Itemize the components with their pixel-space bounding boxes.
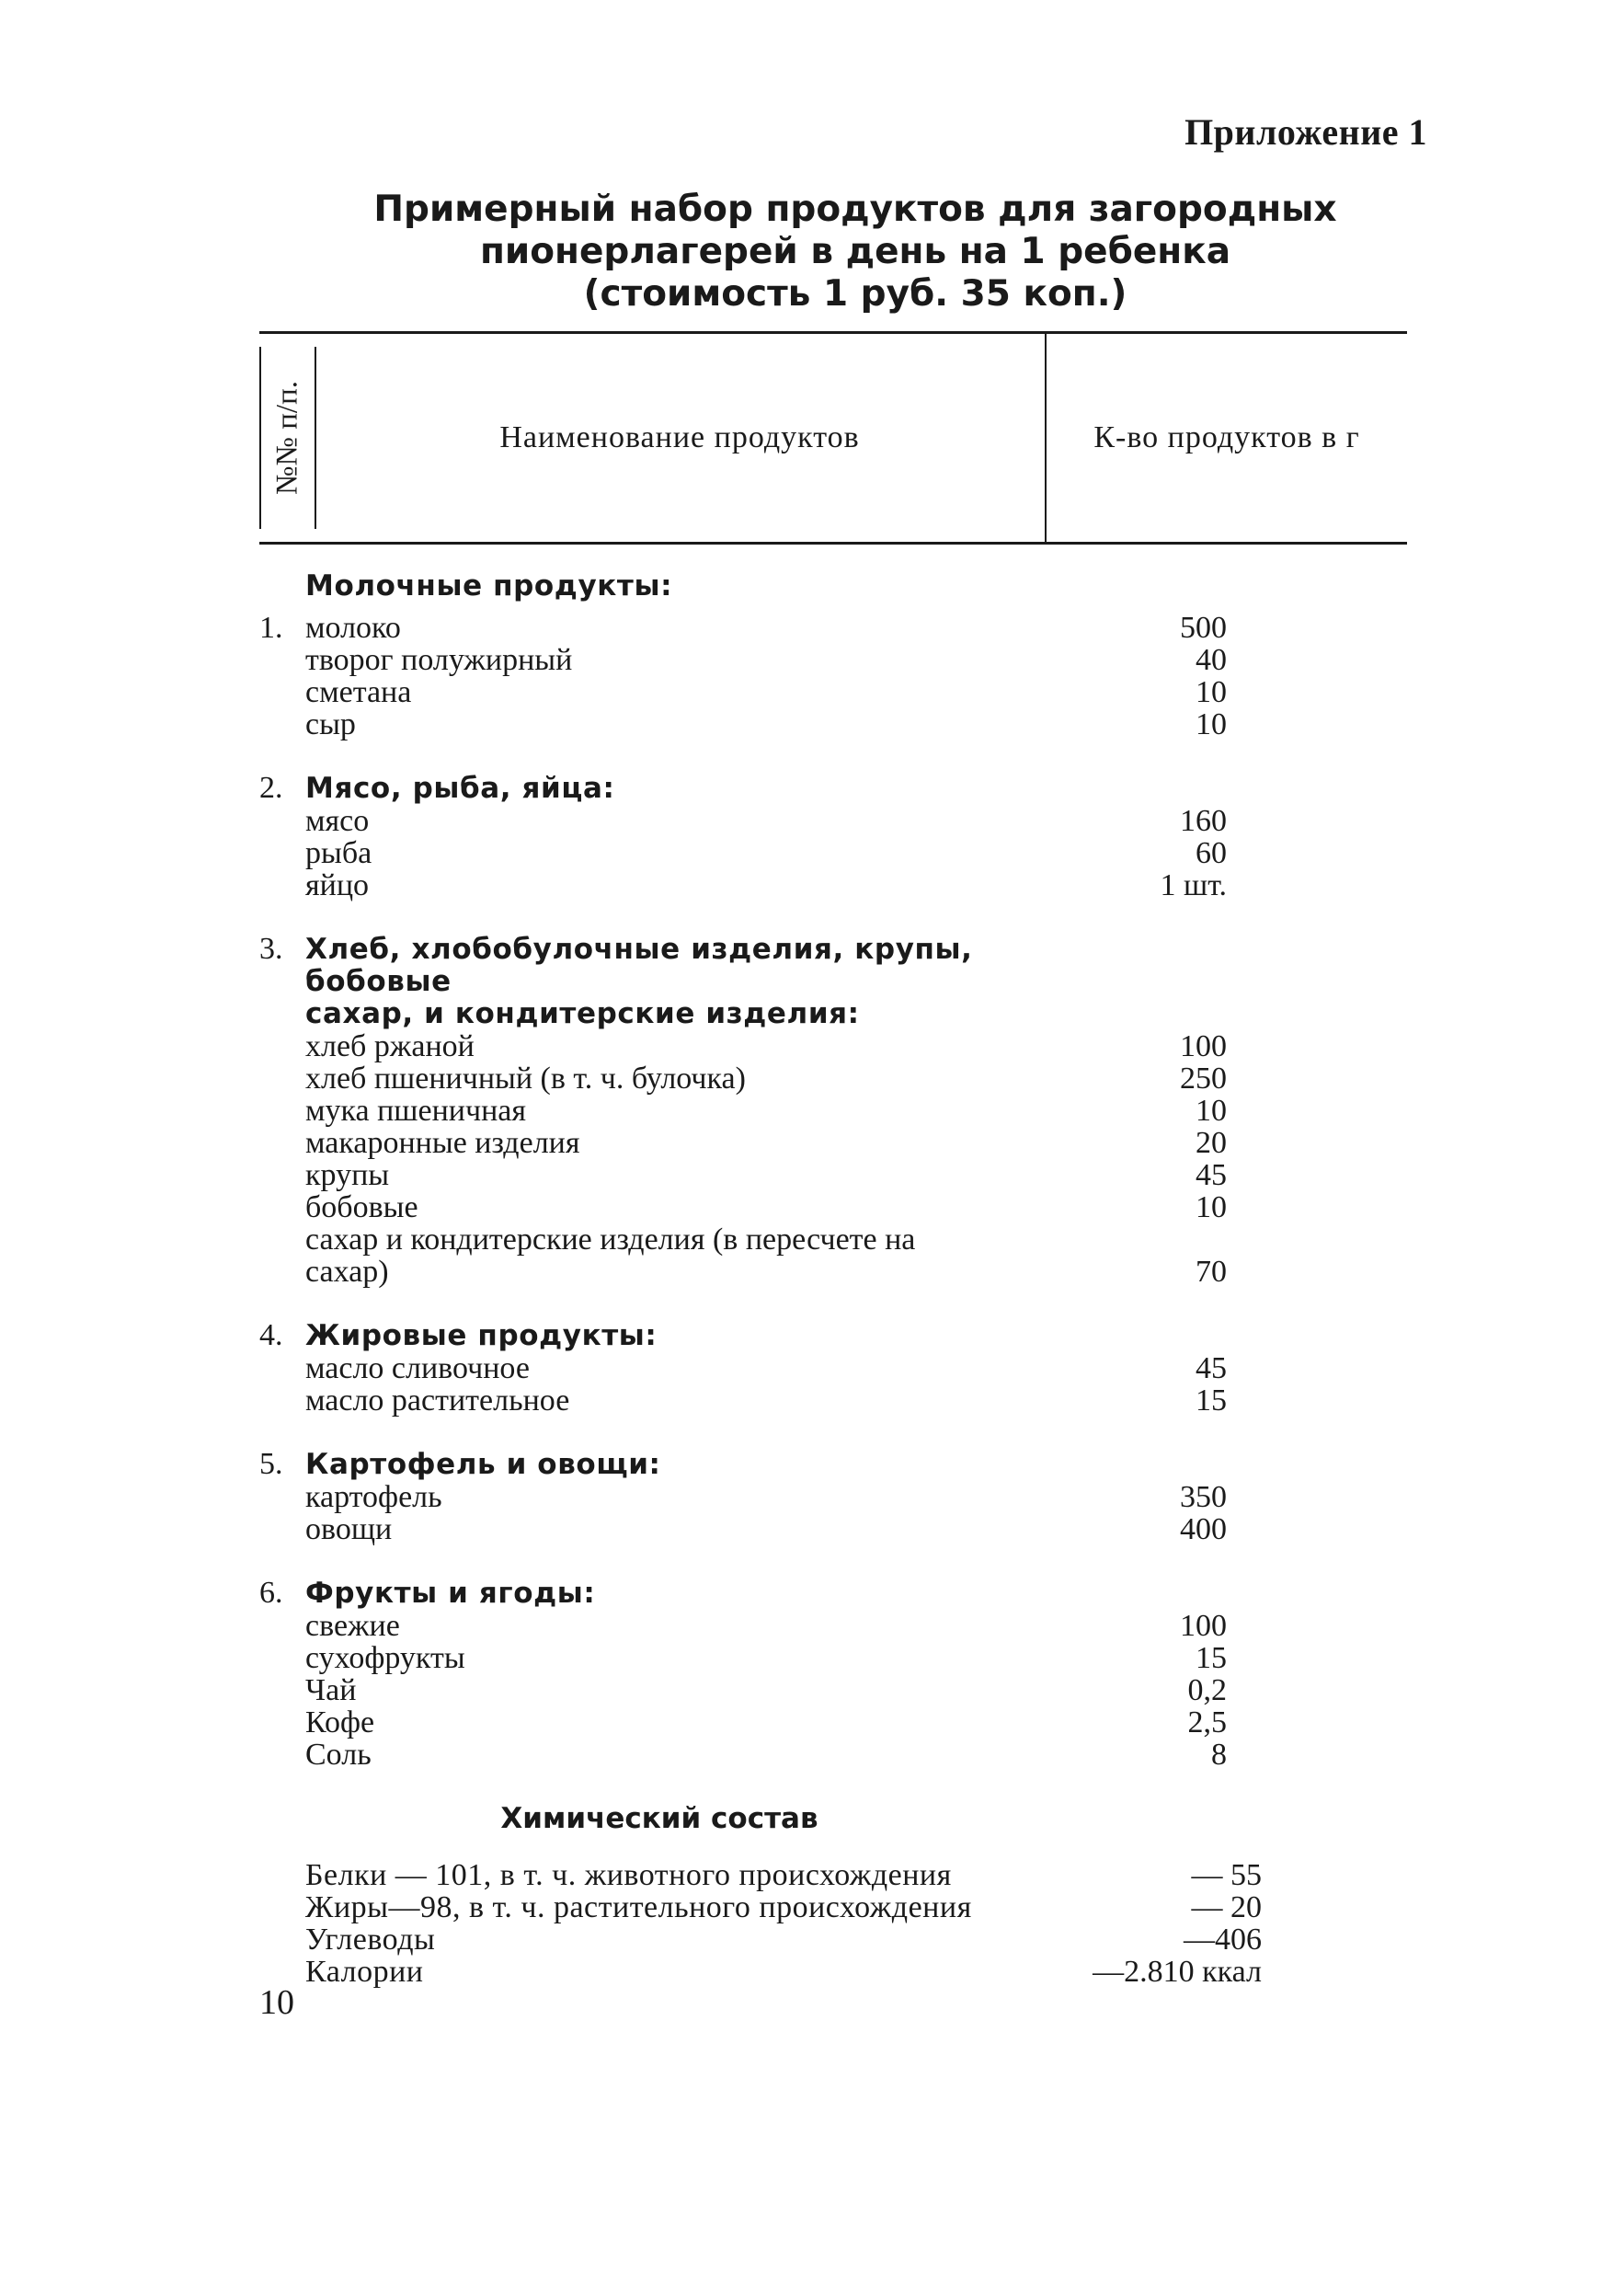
product-row [259, 1352, 1407, 1384]
row-name: Углеводы [305, 1923, 436, 1957]
row-name: мука пшеничная [305, 1094, 526, 1128]
row-value: — 55 [1191, 1858, 1262, 1892]
product-row [259, 1739, 1407, 1771]
product-row [259, 1159, 1407, 1191]
chemical-row [259, 1923, 1407, 1956]
row-name: сметана [305, 675, 412, 709]
product-group [259, 1577, 1407, 1771]
header-qty-cell [1047, 334, 1407, 542]
row-name: крупы [305, 1158, 390, 1192]
row-name: творог полужирный [305, 643, 573, 677]
row-name: рыба [305, 836, 372, 870]
group-heading [259, 1577, 1407, 1610]
product-row [259, 1610, 1407, 1642]
row-value: 45 [1196, 1158, 1227, 1192]
row-number: 4. [259, 1318, 283, 1352]
title-line-1: Примерный набор продуктов для загородных [373, 189, 1337, 230]
row-value: 1 шт. [1160, 868, 1227, 902]
product-group [259, 612, 1407, 740]
group-heading [259, 772, 1407, 805]
product-row [259, 708, 1407, 740]
table-body [259, 570, 1407, 1988]
header-name-label: Наименование продуктов [499, 420, 860, 454]
product-row [259, 1513, 1407, 1545]
product-row [259, 612, 1407, 644]
product-row [259, 1223, 1407, 1256]
chemical-composition [259, 1859, 1407, 1988]
chemical-row [259, 1956, 1407, 1988]
row-name: бобовые [305, 1190, 418, 1224]
row-name: Молочные продукты: [305, 569, 673, 603]
row-value: 15 [1196, 1383, 1227, 1418]
row-value: 10 [1196, 675, 1227, 709]
row-value: — 20 [1191, 1890, 1262, 1924]
product-row [259, 1384, 1407, 1417]
row-name: свежие [305, 1609, 400, 1643]
product-row [259, 805, 1407, 837]
row-name: хлеб ржаной [305, 1029, 475, 1063]
title-line-3: (стоимость 1 руб. 35 коп.) [583, 273, 1127, 315]
row-name: овощи [305, 1512, 393, 1546]
group-heading [259, 998, 1407, 1030]
row-name: макаронные изделия [305, 1126, 580, 1160]
row-name: Мясо, рыба, яйца: [305, 772, 615, 805]
row-number: 2. [259, 771, 283, 805]
product-row [259, 1095, 1407, 1127]
product-row [259, 837, 1407, 869]
product-row [259, 1256, 1407, 1288]
row-name: сахар и кондитерские изделия (в пересчете на [305, 1223, 916, 1257]
product-group [259, 1319, 1407, 1417]
row-value: 0,2 [1187, 1673, 1227, 1707]
table-header [259, 331, 1407, 545]
row-value: 8 [1211, 1738, 1227, 1772]
row-number: 1. [259, 611, 283, 645]
row-value: 100 [1180, 1029, 1227, 1063]
title-line-2: пионерлагерей в день на 1 ребенка [479, 231, 1231, 272]
row-name: Фрукты и ягоды: [305, 1577, 596, 1610]
row-value: —2.810 ккал [1093, 1955, 1262, 1989]
appendix-label: Приложение 1 [1184, 111, 1427, 153]
row-value: 250 [1180, 1062, 1227, 1096]
chemical-title: Химический состав [500, 1802, 818, 1835]
row-name: сахар) [305, 1255, 389, 1289]
row-name: яйцо [305, 868, 370, 902]
chemical-row [259, 1859, 1407, 1891]
chemical-row [259, 1891, 1407, 1923]
row-name: хлеб пшеничный (в т. ч. булочка) [305, 1062, 746, 1096]
product-row [259, 644, 1407, 676]
product-row [259, 1191, 1407, 1223]
row-value: 10 [1196, 1190, 1227, 1224]
page-title [349, 189, 1361, 316]
row-name: сыр [305, 707, 356, 741]
product-group [259, 772, 1407, 901]
row-name: Соль [305, 1738, 372, 1772]
row-number: 3. [259, 932, 283, 966]
row-name: сахар, и кондитерские изделия: [305, 997, 860, 1030]
product-group [259, 1448, 1407, 1545]
group-heading [259, 1448, 1407, 1481]
header-qty-label: К-во продуктов в г [1093, 420, 1360, 454]
row-value: 40 [1196, 643, 1227, 677]
product-row [259, 1481, 1407, 1513]
product-row [259, 676, 1407, 708]
product-row [259, 1062, 1407, 1095]
row-name: Картофель и овощи: [305, 1448, 661, 1481]
row-name: Кофе [305, 1705, 375, 1739]
group-heading [259, 933, 1407, 998]
group-heading [259, 570, 1407, 603]
row-name: масло сливочное [305, 1351, 530, 1385]
page-number: 10 [259, 1983, 294, 2022]
row-value: 10 [1196, 707, 1227, 741]
row-name: Калории [305, 1955, 424, 1989]
row-value: 500 [1180, 611, 1227, 645]
row-value: 400 [1180, 1512, 1227, 1546]
row-name: Жиры—98, в т. ч. растительного происхождения [305, 1890, 972, 1924]
row-name: сухофрукты [305, 1641, 465, 1675]
row-value: 2,5 [1187, 1705, 1227, 1739]
row-value: 70 [1196, 1255, 1227, 1289]
row-name: мясо [305, 804, 370, 838]
header-number-label: №№ п/п. [270, 381, 304, 495]
row-value: 100 [1180, 1609, 1227, 1643]
row-value: 15 [1196, 1641, 1227, 1675]
row-value: 350 [1180, 1480, 1227, 1514]
row-value: 160 [1180, 804, 1227, 838]
header-name-cell [315, 334, 1047, 542]
product-row [259, 1642, 1407, 1674]
product-row [259, 1127, 1407, 1159]
row-value: —406 [1184, 1923, 1262, 1957]
row-number: 6. [259, 1576, 283, 1610]
row-value: 45 [1196, 1351, 1227, 1385]
row-name: Чай [305, 1673, 357, 1707]
row-value: 10 [1196, 1094, 1227, 1128]
product-group [259, 933, 1407, 1288]
product-row [259, 1706, 1407, 1739]
row-number: 5. [259, 1447, 283, 1481]
group-heading [259, 1319, 1407, 1352]
row-name: Белки — 101, в т. ч. животного происхождения [305, 1858, 952, 1892]
row-name: молоко [305, 611, 401, 645]
row-value: 20 [1196, 1126, 1227, 1160]
product-groups [259, 570, 1407, 1771]
product-group [259, 570, 1407, 603]
product-row [259, 1030, 1407, 1062]
product-row [259, 1674, 1407, 1706]
row-name: Жировые продукты: [305, 1319, 658, 1352]
row-name: картофель [305, 1480, 442, 1514]
row-value: 60 [1196, 836, 1227, 870]
header-number-cell [259, 347, 316, 529]
product-row [259, 869, 1407, 901]
row-name: масло растительное [305, 1383, 570, 1418]
row-name: Хлеб, хлобобулочные изделия, крупы, бобовые [305, 933, 973, 998]
